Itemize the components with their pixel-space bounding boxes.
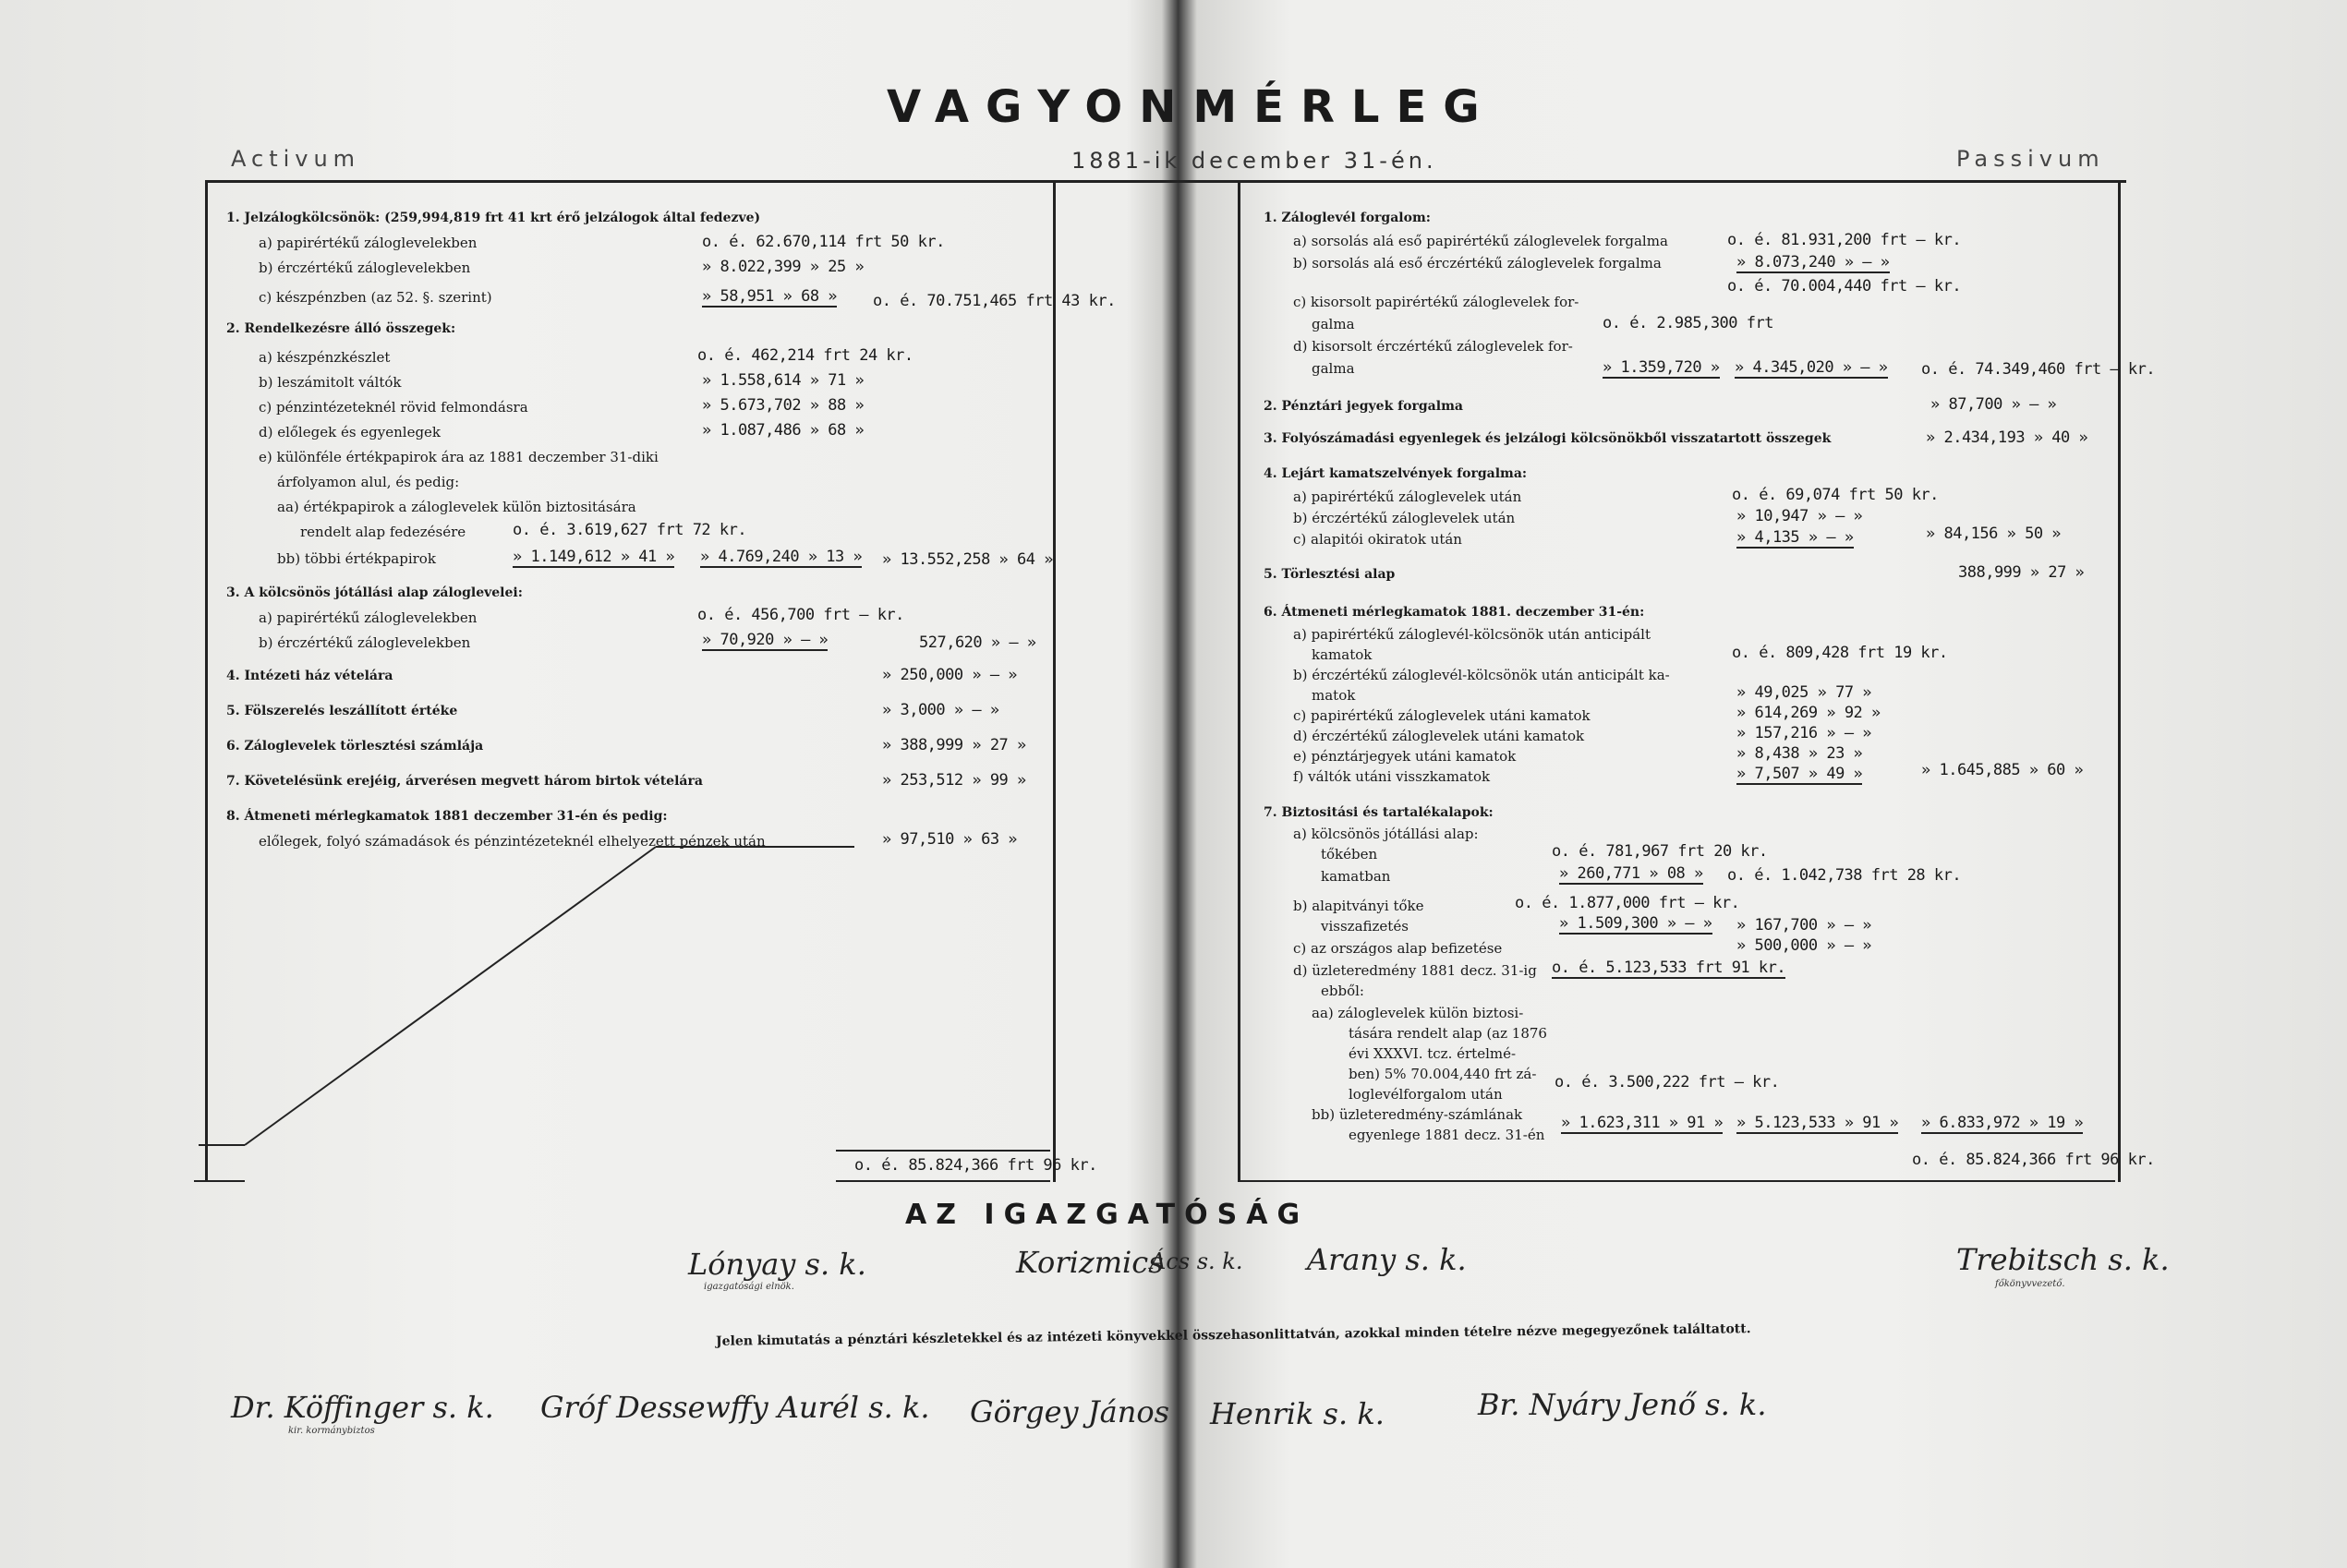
activum-s1-b: b) érczértékű záloglevelekben — [259, 259, 471, 276]
signature-trebitsch-role: főkönyvvezető. — [1995, 1279, 2065, 1289]
passivum-s1-c-value: o. é. 2.985,300 frt — [1603, 314, 1773, 332]
signature-arany: Arany s. k. — [1307, 1242, 1467, 1277]
passivum-s2-total: » 87,700 » — » — [1930, 395, 2057, 414]
passivum-s6-f-value: » 7,507 » 49 » — [1736, 765, 1863, 783]
passivum-s6-c-value: » 614,269 » 92 » — [1736, 704, 1881, 722]
passivum-s6-a2: kamatok — [1312, 646, 1373, 663]
passivum-s4-c-value: » 4,135 » — » — [1736, 528, 1854, 547]
activum-grand-total: o. é. 85.824,366 frt 96 kr. — [854, 1156, 1097, 1175]
directorate-heading: AZ IGAZGATÓSÁG — [905, 1199, 1310, 1231]
activum-s2-aa2: rendelt alap fedezésére — [300, 524, 466, 540]
passivum-s1-d: d) kisorsolt érczértékű záloglevelek for- — [1293, 338, 1573, 355]
activum-s3-a-value: o. é. 456,700 frt — kr. — [697, 606, 904, 624]
passivum-s4-c: c) alapitói okiratok után — [1293, 531, 1462, 548]
activum-total-rule — [836, 1150, 1050, 1152]
activum-s7-total: » 253,512 » 99 » — [882, 771, 1026, 790]
passivum-s5-total: 388,999 » 27 » — [1958, 563, 2085, 582]
passivum-s4-a: a) papirértékű záloglevelek után — [1293, 488, 1522, 505]
activum-s7-title: 7. Követelésünk erejéig, árverésen megvett három birtok vételára — [226, 774, 703, 789]
passivum-s1-title: 1. Záloglevél forgalom: — [1264, 211, 1431, 225]
activum-s2-c-value: » 5.673,702 » 88 » — [702, 396, 865, 415]
passivum-s1-a-value: o. é. 81.931,200 frt — kr. — [1727, 231, 1962, 249]
activum-s3-b-value: » 70,920 » — » — [702, 631, 829, 649]
activum-s6-total: » 388,999 » 27 » — [882, 736, 1026, 754]
signature-korizmics: Korizmics — [1016, 1245, 1164, 1280]
passivum-s7-c-value: » 500,000 » — » — [1736, 936, 1872, 955]
passivum-s7-aa1: aa) záloglevelek külön biztosi- — [1312, 1005, 1524, 1021]
signature-nyary: Br. Nyáry Jenő s. k. — [1478, 1387, 1767, 1422]
passivum-s1-total: o. é. 74.349,460 frt — kr. — [1921, 360, 2156, 379]
passivum-s1-a: a) sorsolás alá eső papirértékű záloglevelek forgalma — [1293, 233, 1668, 249]
passivum-s4-a-value: o. é. 69,074 frt 50 kr. — [1732, 486, 1939, 504]
passivum-s7-a2: kamatban — [1321, 868, 1391, 885]
activum-s2-aa: aa) értékpapirok a záloglevelek külön biztositására — [277, 499, 636, 515]
cancel-diagonal-line — [194, 836, 859, 1177]
passivum-s7-a1: tőkében — [1321, 846, 1378, 862]
activum-s2-c: c) pénzintézeteknél rövid felmondásra — [259, 399, 528, 416]
activum-s2-title: 2. Rendelkezésre álló összegek: — [226, 321, 456, 336]
passivum-s7-c: c) az országos alap befizetése — [1293, 940, 1503, 957]
activum-s6-title: 6. Záloglevelek törlesztési számlája — [226, 739, 484, 754]
activum-label: Activum — [231, 146, 361, 172]
activum-s1-a-value: o. é. 62.670,114 frt 50 kr. — [702, 233, 945, 251]
passivum-grand-total: o. é. 85.824,366 frt 96 kr. — [1912, 1151, 2155, 1169]
passivum-s6-b: b) érczértékű záloglevél-kölcsönök után anticipált ka- — [1293, 667, 1670, 683]
passivum-s1-d-sum: » 4.345,020 » — » — [1735, 358, 1888, 377]
passivum-s4-title: 4. Lejárt kamatszelvények forgalma: — [1264, 466, 1528, 481]
passivum-s7-a-sum: o. é. 1.042,738 frt 28 kr. — [1727, 866, 1962, 885]
activum-s2-e: e) különféle értékpapirok ára az 1881 deczember 31-diki — [259, 449, 659, 465]
activum-s2-e2: árfolyamon alul, és pedig: — [277, 474, 460, 490]
activum-s2-bb: bb) többi értékpapirok — [277, 550, 436, 567]
passivum-s6-d-value: » 157,216 » — » — [1736, 724, 1872, 742]
activum-s3-a: a) papirértékű záloglevelekben — [259, 609, 478, 626]
activum-s1-c: c) készpénzben (az 52. §. szerint) — [259, 289, 492, 306]
activum-s3-b: b) érczértékű záloglevelekben — [259, 634, 471, 651]
passivum-s7-aa5: loglevélforgalom után — [1349, 1086, 1503, 1103]
passivum-s7-b: b) alapitványi tőke — [1293, 898, 1424, 914]
activum-s2-b: b) leszámitolt váltók — [259, 374, 402, 391]
passivum-s7-title: 7. Biztositási és tartalékalapok: — [1264, 805, 1494, 820]
passivum-s7-aa2: tására rendelt alap (az 1876 — [1349, 1025, 1547, 1042]
activum-s2-total: » 13.552,258 » 64 » — [882, 550, 1053, 569]
activum-s2-a: a) készpénzkészlet — [259, 349, 391, 366]
passivum-s1-sum: o. é. 70.004,440 frt — kr. — [1727, 277, 1962, 296]
passivum-s5-title: 5. Törlesztési alap — [1264, 567, 1396, 582]
passivum-s7-b-value: o. é. 1.877,000 frt — kr. — [1515, 894, 1740, 912]
signature-trebitsch: Trebitsch s. k. — [1956, 1242, 2170, 1277]
passivum-s1-d-value: » 1.359,720 » — [1603, 358, 1720, 377]
page-title: VAGYONMÉRLEG — [887, 81, 1496, 133]
activum-s5-total: » 3,000 » — » — [882, 701, 999, 719]
signature-koffinger-role: kir. kormánybiztos — [288, 1426, 375, 1436]
activum-s2-aa-value: o. é. 3.619,627 frt 72 kr. — [513, 521, 747, 539]
passivum-s4-total: » 84,156 » 50 » — [1926, 525, 2062, 543]
passivum-s7-bb-sum: » 5.123,533 » 91 » — [1736, 1114, 1899, 1132]
activum-s3-title: 3. A kölcsönös jótállási alap záloglevelei: — [226, 585, 523, 600]
passivum-s7-b-sum: » 167,700 » — » — [1736, 916, 1872, 935]
passivum-s7-b2-value: » 1.509,300 » — » — [1559, 914, 1712, 933]
activum-s2-a-value: o. é. 462,214 frt 24 kr. — [697, 346, 913, 365]
passivum-s6-a: a) papirértékű záloglevél-kölcsönök után anticipált — [1293, 626, 1651, 643]
page-subtitle: 1881-ik december 31-én. — [1071, 148, 1437, 174]
activum-s5-title: 5. Fölszerelés leszállított értéke — [226, 704, 458, 718]
activum-s2-b-value: » 1.558,614 » 71 » — [702, 371, 865, 390]
activum-bottom-rule — [836, 1180, 1050, 1182]
passivum-s7-aa3: évi XXXVI. tcz. értelmé- — [1349, 1045, 1517, 1062]
passivum-s6-b-value: » 49,025 » 77 » — [1736, 683, 1872, 702]
activum-s1-title: 1. Jelzálogkölcsönök: (259,994,819 frt 41 krt érő jelzálogok által fedezve) — [226, 211, 761, 225]
passivum-s7-d-value: o. é. 5.123,533 frt 91 kr. — [1552, 959, 1786, 977]
activum-s8-title: 8. Átmeneti mérlegkamatok 1881 deczember 31-én és pedig: — [226, 809, 668, 824]
passivum-s7-bb2: egyenlege 1881 decz. 31-én — [1349, 1127, 1545, 1143]
activum-s2-bb-sum: » 4.769,240 » 13 » — [700, 548, 863, 566]
activum-s1-c-value: » 58,951 » 68 » — [702, 287, 838, 306]
passivum-s2-title: 2. Pénztári jegyek forgalma — [1264, 399, 1463, 414]
passivum-s7-bb-value: » 1.623,311 » 91 » — [1561, 1114, 1724, 1132]
passivum-s6-b2: matok — [1312, 687, 1356, 704]
passivum-label: Passivum — [1956, 146, 2105, 172]
activum-s3-total: 527,620 » — » — [919, 633, 1036, 652]
signature-acs: Ács s. k. — [1150, 1248, 1243, 1274]
passivum-s3-title: 3. Folyószámadási egyenlegek és jelzálogi kölcsönökből visszatartott összegek — [1264, 431, 1832, 446]
passivum-s7-aa-value: o. é. 3.500,222 frt — kr. — [1555, 1073, 1780, 1092]
passivum-s4-b: b) érczértékű záloglevelek után — [1293, 510, 1516, 526]
passivum-s3-total: » 2.434,193 » 40 » — [1926, 428, 2088, 447]
activum-s4-title: 4. Intézeti ház vételára — [226, 669, 393, 683]
signature-lonyay-role: igazgatósági elnök. — [704, 1282, 794, 1292]
passivum-s1-c2: galma — [1312, 316, 1355, 332]
passivum-s7-b2: visszafizetés — [1321, 918, 1409, 935]
activum-s1-b-value: » 8.022,399 » 25 » — [702, 258, 865, 276]
passivum-s1-c: c) kisorsolt papirértékű záloglevelek for- — [1293, 294, 1579, 310]
passivum-bottom-rule — [1238, 1180, 2115, 1182]
activum-s8-line: előlegek, folyó számadások és pénzintézeteknél elhelyezett pénzek után — [259, 833, 766, 850]
passivum-s1-b-value: » 8.073,240 » — » — [1736, 253, 1890, 271]
activum-bottom-rule-left — [194, 1180, 245, 1182]
passivum-s6-c: c) papirértékű záloglevelek utáni kamatok — [1293, 707, 1591, 724]
passivum-s6-d: d) érczértékű záloglevelek utáni kamatok — [1293, 728, 1585, 744]
passivum-s6-f: f) váltók utáni visszkamatok — [1293, 768, 1491, 785]
signature-lonyay: Lónyay s. k. — [688, 1247, 866, 1282]
activum-s1-a: a) papirértékű záloglevelekben — [259, 235, 478, 251]
passivum-s6-e-value: » 8,438 » 23 » — [1736, 744, 1863, 763]
passivum-s7-a2-value: » 260,771 » 08 » — [1559, 864, 1703, 883]
passivum-s1-d2: galma — [1312, 360, 1355, 377]
audit-statement: Jelen kimutatás a pénztári készletekkel és az intézeti könyvekkel összehasonlittatván, azokkal minden tételre nézve megegyezőnek találtatott. — [715, 1321, 1751, 1349]
activum-s2-d-value: » 1.087,486 » 68 » — [702, 421, 865, 440]
activum-s2-d: d) előlegek és egyenlegek — [259, 424, 442, 440]
passivum-s6-e: e) pénztárjegyek utáni kamatok — [1293, 748, 1517, 765]
passivum-s6-a-value: o. é. 809,428 frt 19 kr. — [1732, 644, 1948, 662]
passivum-s7-d2: ebből: — [1321, 983, 1364, 999]
signature-henrik: Henrik s. k. — [1210, 1396, 1385, 1431]
activum-s8-total: » 97,510 » 63 » — [882, 830, 1018, 849]
signature-dessewffy: Gróf Dessewffy Aurél s. k. — [540, 1390, 930, 1425]
activum-s4-total: » 250,000 » — » — [882, 666, 1018, 684]
passivum-s7-bb1: bb) üzleteredmény-számlának — [1312, 1106, 1523, 1123]
passivum-s6-title: 6. Átmeneti mérlegkamatok 1881. deczember 31-én: — [1264, 605, 1645, 620]
passivum-s7-a: a) kölcsönös jótállási alap: — [1293, 826, 1479, 842]
passivum-s4-b-value: » 10,947 » — » — [1736, 507, 1863, 525]
passivum-s6-total: » 1.645,885 » 60 » — [1921, 761, 2084, 779]
passivum-s7-d: d) üzleteredmény 1881 decz. 31-ig — [1293, 962, 1537, 979]
signature-koffinger: Dr. Köffinger s. k. — [231, 1390, 494, 1425]
activum-s2-bb-value: » 1.149,612 » 41 » — [513, 548, 675, 566]
passivum-s1-b: b) sorsolás alá eső érczértékű záloglevelek forgalma — [1293, 255, 1662, 271]
passivum-s7-aa4: ben) 5% 70.004,440 frt zá- — [1349, 1066, 1537, 1082]
passivum-s7-total: » 6.833,972 » 19 » — [1921, 1114, 2084, 1132]
activum-s1-total: o. é. 70.751,465 frt 43 kr. — [873, 292, 1116, 310]
passivum-s7-a1-value: o. é. 781,967 frt 20 kr. — [1552, 842, 1768, 861]
signature-gorgey: Görgey János — [970, 1394, 1169, 1429]
